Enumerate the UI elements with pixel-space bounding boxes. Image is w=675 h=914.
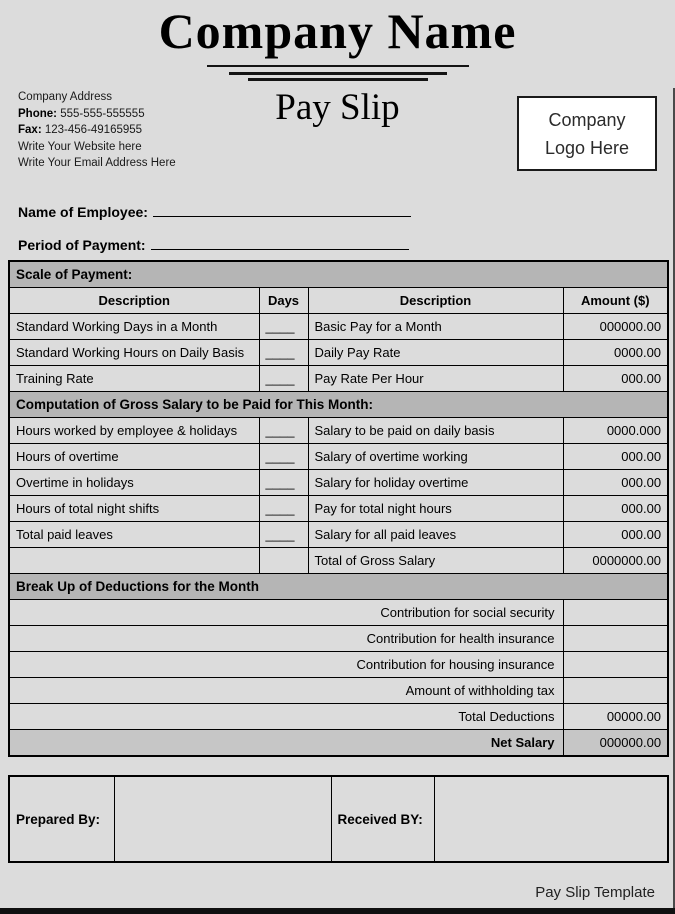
desc-cell: Salary of overtime working [308,444,563,470]
amount-cell[interactable]: 000.00 [563,444,668,470]
company-name-title: Company Name [158,3,517,59]
deduction-amount-cell[interactable] [563,600,668,626]
payment-period-label: Period of Payment: [18,237,146,253]
deduction-amount-cell[interactable] [563,652,668,678]
employee-name-label: Name of Employee: [18,204,148,220]
amount-cell[interactable]: 000.00 [563,470,668,496]
section-header-row [9,574,668,600]
signature-row [9,776,668,862]
deduction-row [9,652,668,678]
received-by-signature-blank[interactable] [434,776,668,862]
net-salary-row [9,730,668,757]
table-row [9,366,668,392]
column-header-days: Days [259,288,308,314]
deduction-label-cell: Contribution for housing insurance [9,652,563,678]
website-line: Write Your Website here [18,140,142,153]
prepared-by-signature-blank[interactable] [114,776,331,862]
scale-section-title: Scale of Payment: [9,261,668,288]
desc-cell: Basic Pay for a Month [308,314,563,340]
document-title: Pay Slip [275,87,400,128]
received-by-label-cell: Received BY: [331,776,434,862]
desc-cell: Total paid leaves [9,522,259,548]
desc-cell: Overtime in holidays [9,470,259,496]
prepared-by-label-cell: Prepared By: [9,776,114,862]
amount-cell[interactable]: 000000.00 [563,730,668,757]
amount-cell[interactable]: 000.00 [563,496,668,522]
amount-cell[interactable]: 000.00 [563,366,668,392]
email-line: Write Your Email Address Here [18,157,176,169]
employee-name-field [18,203,411,220]
deduction-row [9,626,668,652]
deductions-section-title: Break Up of Deductions for the Month [9,574,668,600]
days-blank-cell[interactable]: ____ [259,470,308,496]
deduction-row [9,600,668,626]
desc-cell: Salary for holiday overtime [308,470,563,496]
amount-cell[interactable]: 0000.000 [563,418,668,444]
underline-rule-1 [207,65,469,67]
fax-value: 123-456-49165955 [44,124,143,136]
desc-cell: Standard Working Hours on Daily Basis [9,340,259,366]
page-bottom-edge [0,908,675,914]
gross-section-title: Computation of Gross Salary to be Paid for This Month: [9,392,668,418]
table-row [9,314,668,340]
deduction-amount-cell[interactable] [563,678,668,704]
company-address-line: Company Address [18,91,112,103]
underline-rule-3 [248,78,428,81]
days-blank-cell[interactable]: ____ [259,340,308,366]
section-header-row [9,392,668,418]
section-header-row [9,261,668,288]
desc-cell: Pay Rate Per Hour [308,366,563,392]
template-footer-note: Pay Slip Template [535,884,655,901]
amount-cell[interactable]: 00000.00 [563,704,668,730]
days-blank-cell[interactable]: ____ [259,418,308,444]
column-header-amount: Amount ($) [563,288,668,314]
desc-cell: Daily Pay Rate [308,340,563,366]
table-row [9,522,668,548]
deduction-label-cell: Contribution for health insurance [9,626,563,652]
total-gross-row [9,548,668,574]
phone-label: Phone: [18,107,57,120]
desc-cell: Salary for all paid leaves [308,522,563,548]
deduction-label-cell: Amount of withholding tax [9,678,563,704]
days-blank-cell[interactable]: ____ [259,522,308,548]
fax-label: Fax: [18,124,42,136]
total-deductions-label-cell: Total Deductions [9,704,563,730]
phone-value: 555-555-555555 [60,107,145,120]
deduction-row [9,678,668,704]
table-row [9,340,668,366]
table-row [9,470,668,496]
title-underline-rules [0,65,675,81]
table-row [9,496,668,522]
logo-text-line2: Logo Here [544,137,630,158]
desc-cell: Training Rate [9,366,259,392]
logo-text-line1: Company [548,109,626,130]
amount-cell[interactable]: 000000.00 [563,314,668,340]
company-logo-placeholder[interactable] [517,96,657,171]
column-header-description-right: Description [308,288,563,314]
column-header-description-left: Description [9,288,259,314]
deduction-label-cell: Contribution for social security [9,600,563,626]
total-deductions-row [9,704,668,730]
empty-cell [259,548,308,574]
signature-table [8,775,669,863]
desc-cell: Standard Working Days in a Month [9,314,259,340]
total-gross-label-cell: Total of Gross Salary [308,548,563,574]
payment-period-blank[interactable] [151,236,409,250]
column-header-row [9,288,668,314]
desc-cell: Hours of total night shifts [9,496,259,522]
desc-cell: Salary to be paid on daily basis [308,418,563,444]
days-blank-cell[interactable]: ____ [259,444,308,470]
empty-cell [9,548,259,574]
deduction-amount-cell[interactable] [563,626,668,652]
amount-cell[interactable]: 000.00 [563,522,668,548]
underline-rule-2 [229,72,447,75]
table-row [9,444,668,470]
days-blank-cell[interactable]: ____ [259,366,308,392]
amount-cell[interactable]: 0000000.00 [563,548,668,574]
days-blank-cell[interactable]: ____ [259,496,308,522]
desc-cell: Hours of overtime [9,444,259,470]
days-blank-cell[interactable]: ____ [259,314,308,340]
amount-cell[interactable]: 0000.00 [563,340,668,366]
table-row [9,418,668,444]
desc-cell: Hours worked by employee & holidays [9,418,259,444]
net-salary-label-cell: Net Salary [9,730,563,757]
employee-name-blank[interactable] [153,203,411,217]
payment-period-field [18,236,409,253]
payslip-table [8,260,669,757]
desc-cell: Pay for total night hours [308,496,563,522]
